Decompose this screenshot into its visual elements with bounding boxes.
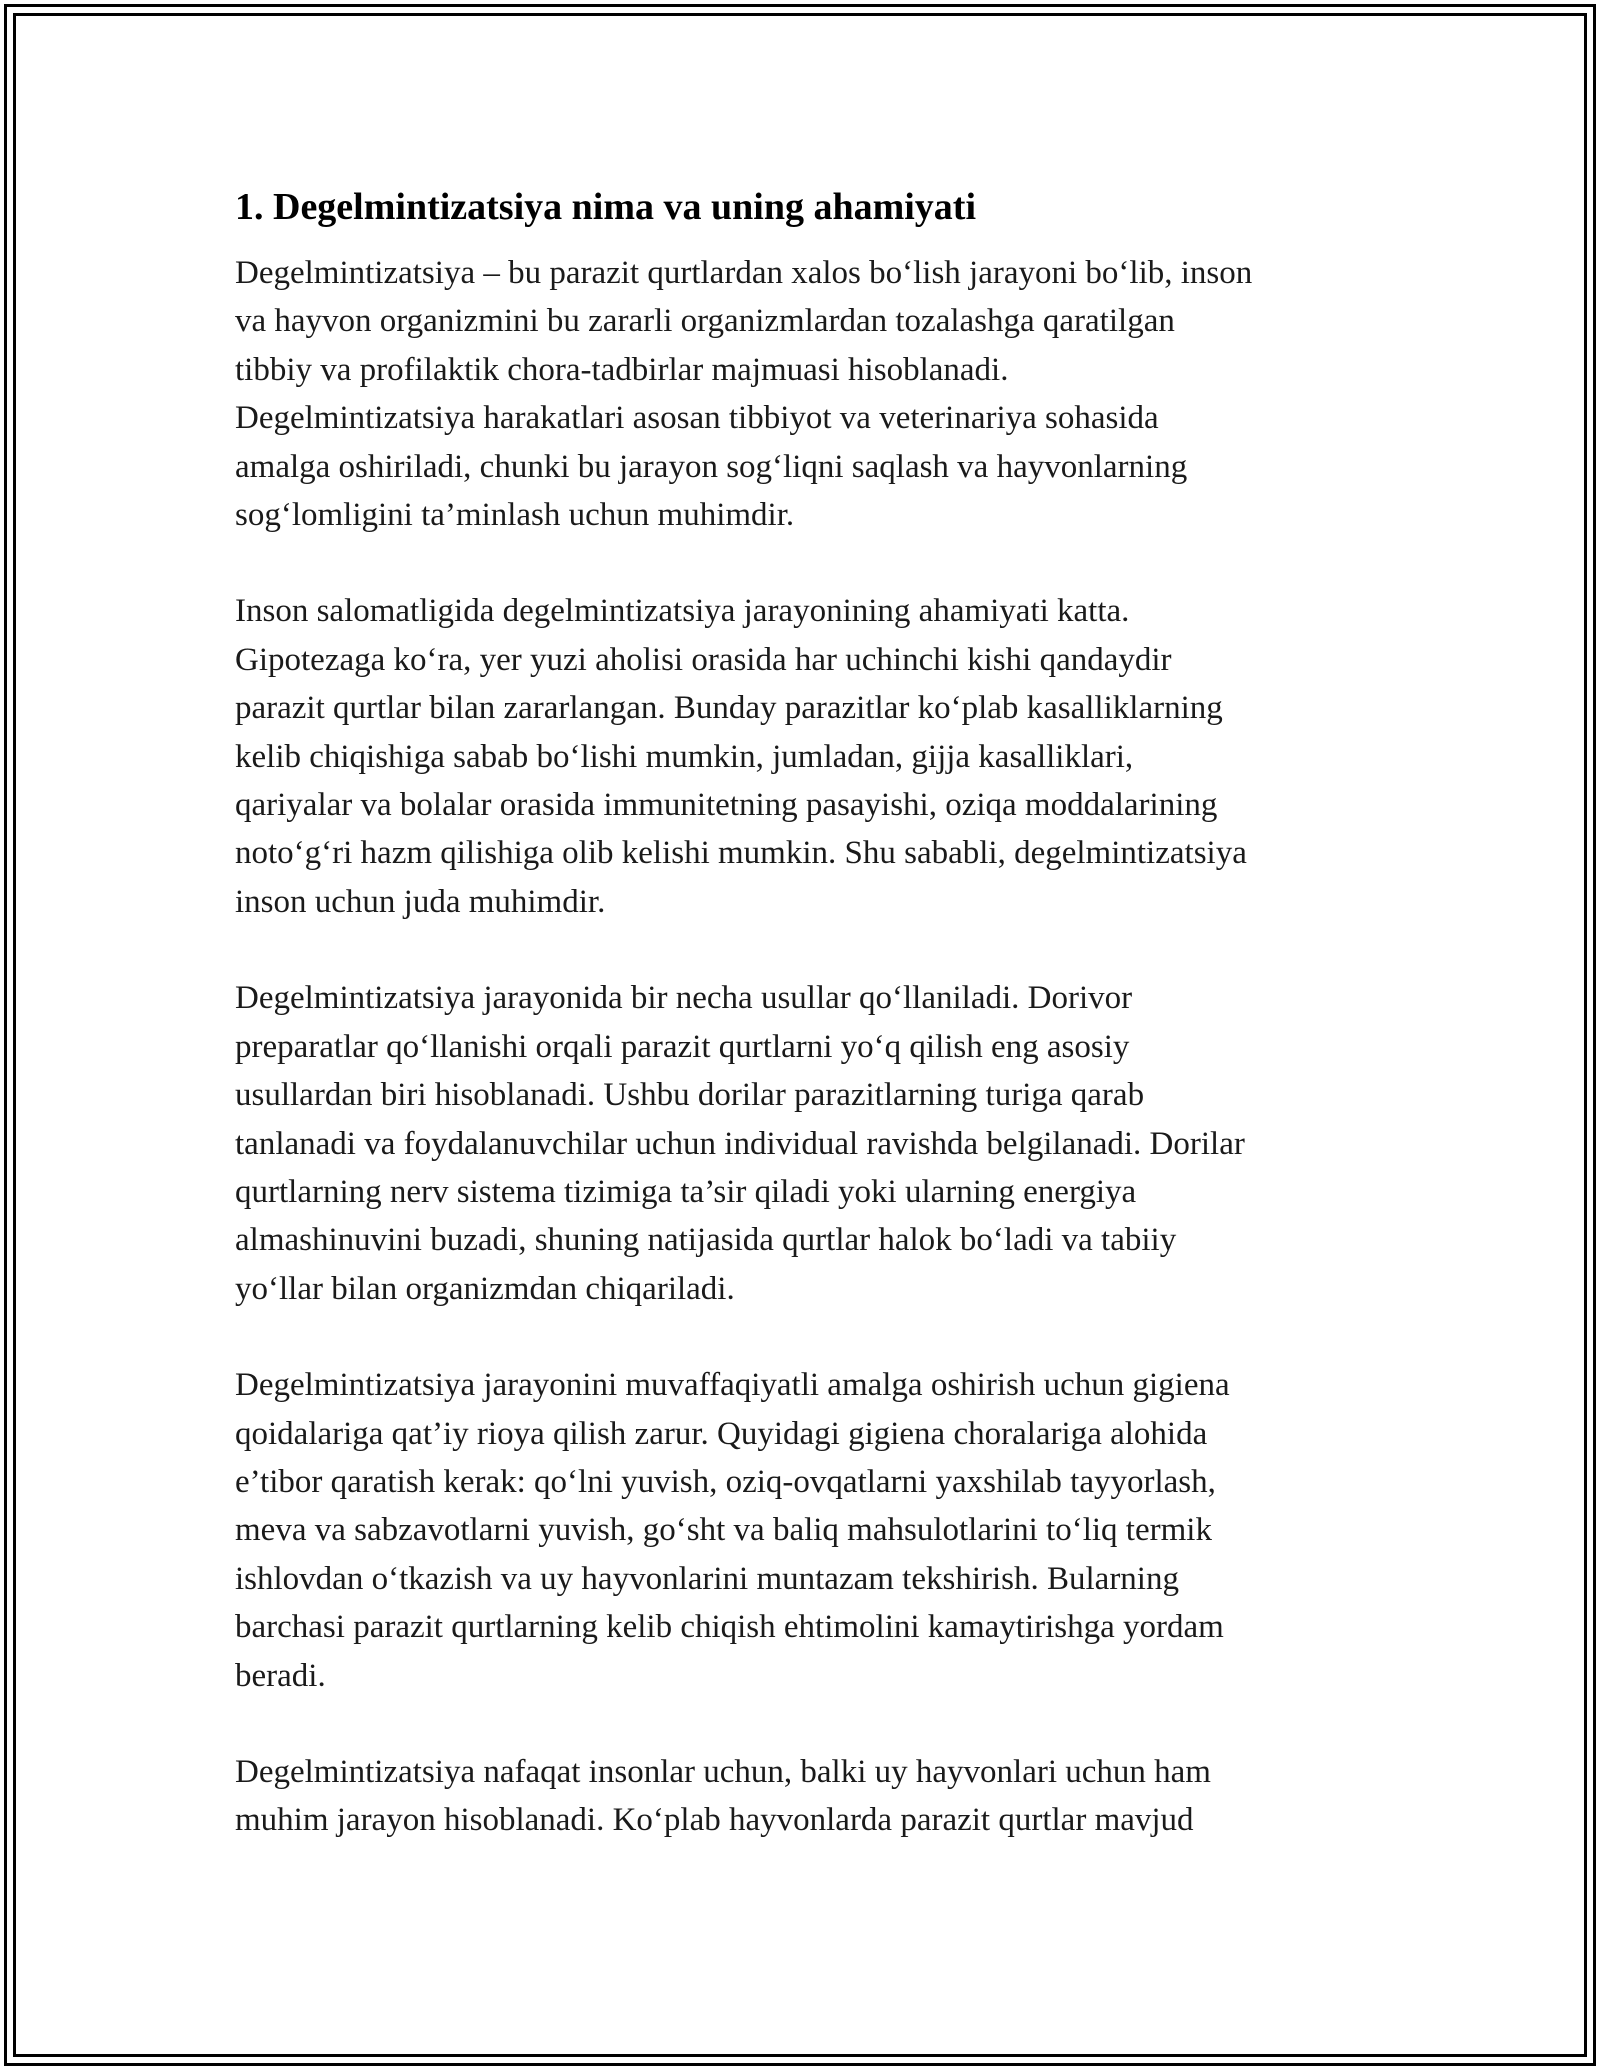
text-line: tanlanadi va foydalanuvchilar uchun individual ravishda belgilanadi. Dorilar <box>235 1125 1245 1162</box>
text-line: Degelmintizatsiya harakatlari asosan tibbiyot va veterinariya sohasida <box>235 400 1159 437</box>
paragraph-5 <box>235 1748 1375 1845</box>
text-line: Inson salomatligida degelmintizatsiya jarayonining ahamiyati katta. <box>235 593 1130 630</box>
document-body <box>235 185 1375 1893</box>
text-line: barchasi parazit qurtlarning kelib chiqish ehtimolini kamaytirishga yordam <box>235 1609 1224 1646</box>
text-line: almashinuvini buzadi, shuning natijasida qurtlar halok bo‘ladi va tabiiy <box>235 1222 1177 1259</box>
text-line: meva va sabzavotlarni yuvish, go‘sht va baliq mahsulotlarini to‘liq termik <box>235 1512 1212 1549</box>
text-line: usullardan biri hisoblanadi. Ushbu dorilar parazitlarning turiga qarab <box>235 1077 1145 1114</box>
text-line: ishlovdan o‘tkazish va uy hayvonlarini muntazam tekshirish. Bularning <box>235 1560 1179 1597</box>
paragraph-2 <box>235 587 1375 926</box>
text-line: preparatlar qo‘llanishi orqali parazit qurtlarni yo‘q qilish eng asosiy <box>235 1028 1130 1065</box>
section-heading: 1. Degelmintizatsiya nima va uning ahamiyati <box>235 186 977 228</box>
text-line: kelib chiqishiga sabab bo‘lishi mumkin, jumladan, gijja kasalliklari, <box>235 738 1134 775</box>
text-line: beradi. <box>235 1657 326 1694</box>
text-line: Gipotezaga ko‘ra, yer yuzi aholisi orasida har uchinchi kishi qandaydir <box>235 641 1172 678</box>
paragraph-3 <box>235 974 1375 1313</box>
text-line: amalga oshiriladi, chunki bu jarayon sog‘liqni saqlash va hayvonlarning <box>235 448 1188 485</box>
text-line: qurtlarning nerv sistema tizimiga ta’sir qiladi yoki ularning energiya <box>235 1173 1137 1210</box>
text-line: qoidalariga qat’iy rioya qilish zarur. Quyidagi gigiena choralariga alohida <box>235 1415 1208 1452</box>
text-line: Degelmintizatsiya – bu parazit qurtlardan xalos bo‘lish jarayoni bo‘lib, inson <box>235 255 1253 291</box>
paragraph-4 <box>235 1361 1375 1700</box>
text-line: Degelmintizatsiya jarayonida bir necha usullar qo‘llaniladi. Dorivor <box>235 980 1133 1017</box>
text-line: muhim jarayon hisoblanadi. Ko‘plab hayvonlarda parazit qurtlar mavjud <box>235 1802 1194 1839</box>
text-line: inson uchun juda muhimdir. <box>235 883 606 920</box>
text-line: va hayvon organizmini bu zararli organizmlardan tozalashga qaratilgan <box>235 303 1175 340</box>
paragraph-1 <box>235 249 1375 539</box>
text-line: e’tibor qaratish kerak: qo‘lni yuvish, oziq-ovqatlarni yaxshilab tayyorlash, <box>235 1463 1216 1500</box>
text-line: noto‘g‘ri hazm qilishiga olib kelishi mumkin. Shu sababli, degelmintizatsiya <box>235 835 1247 872</box>
text-line: tibbiy va profilaktik chora-tadbirlar majmuasi hisoblanadi. <box>235 351 1009 388</box>
text-line: yo‘llar bilan organizmdan chiqariladi. <box>235 1270 735 1307</box>
text-line: parazit qurtlar bilan zararlangan. Bunday parazitlar ko‘plab kasalliklarning <box>235 690 1223 727</box>
text-line: qariyalar va bolalar orasida immunitetning pasayishi, oziqa moddalarining <box>235 787 1218 824</box>
text-line: sog‘lomligini ta’minlash uchun muhimdir. <box>235 497 795 534</box>
text-line: Degelmintizatsiya jarayonini muvaffaqiyatli amalga oshirish uchun gigiena <box>235 1367 1230 1404</box>
text-line: Degelmintizatsiya nafaqat insonlar uchun, balki uy hayvonlari uchun ham <box>235 1753 1211 1790</box>
